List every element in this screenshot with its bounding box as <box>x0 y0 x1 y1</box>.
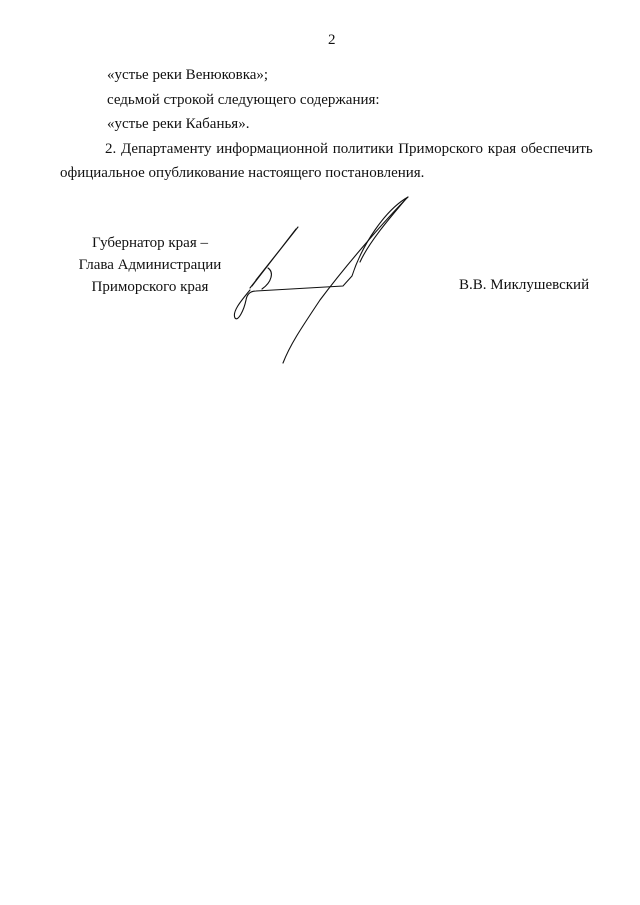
signatory-name: В.В. Миклушевский <box>459 277 590 293</box>
body-line: «устье реки Кабанья». <box>107 116 250 132</box>
page-number: 2 <box>328 32 336 48</box>
body-line: 2. Департаменту информационной политики Приморского края обеспечить <box>105 141 593 157</box>
body-line: официальное опубликование настоящего постановления. <box>60 165 425 181</box>
signatory-title-line: Приморского края <box>91 279 209 295</box>
body-line: «устье реки Венюковка»; <box>107 67 269 83</box>
signatory-title-line: Глава Администрации <box>78 257 222 273</box>
body-line: седьмой строкой следующего содержания: <box>107 92 380 108</box>
signatory-title-line: Губернатор края – <box>92 235 208 251</box>
